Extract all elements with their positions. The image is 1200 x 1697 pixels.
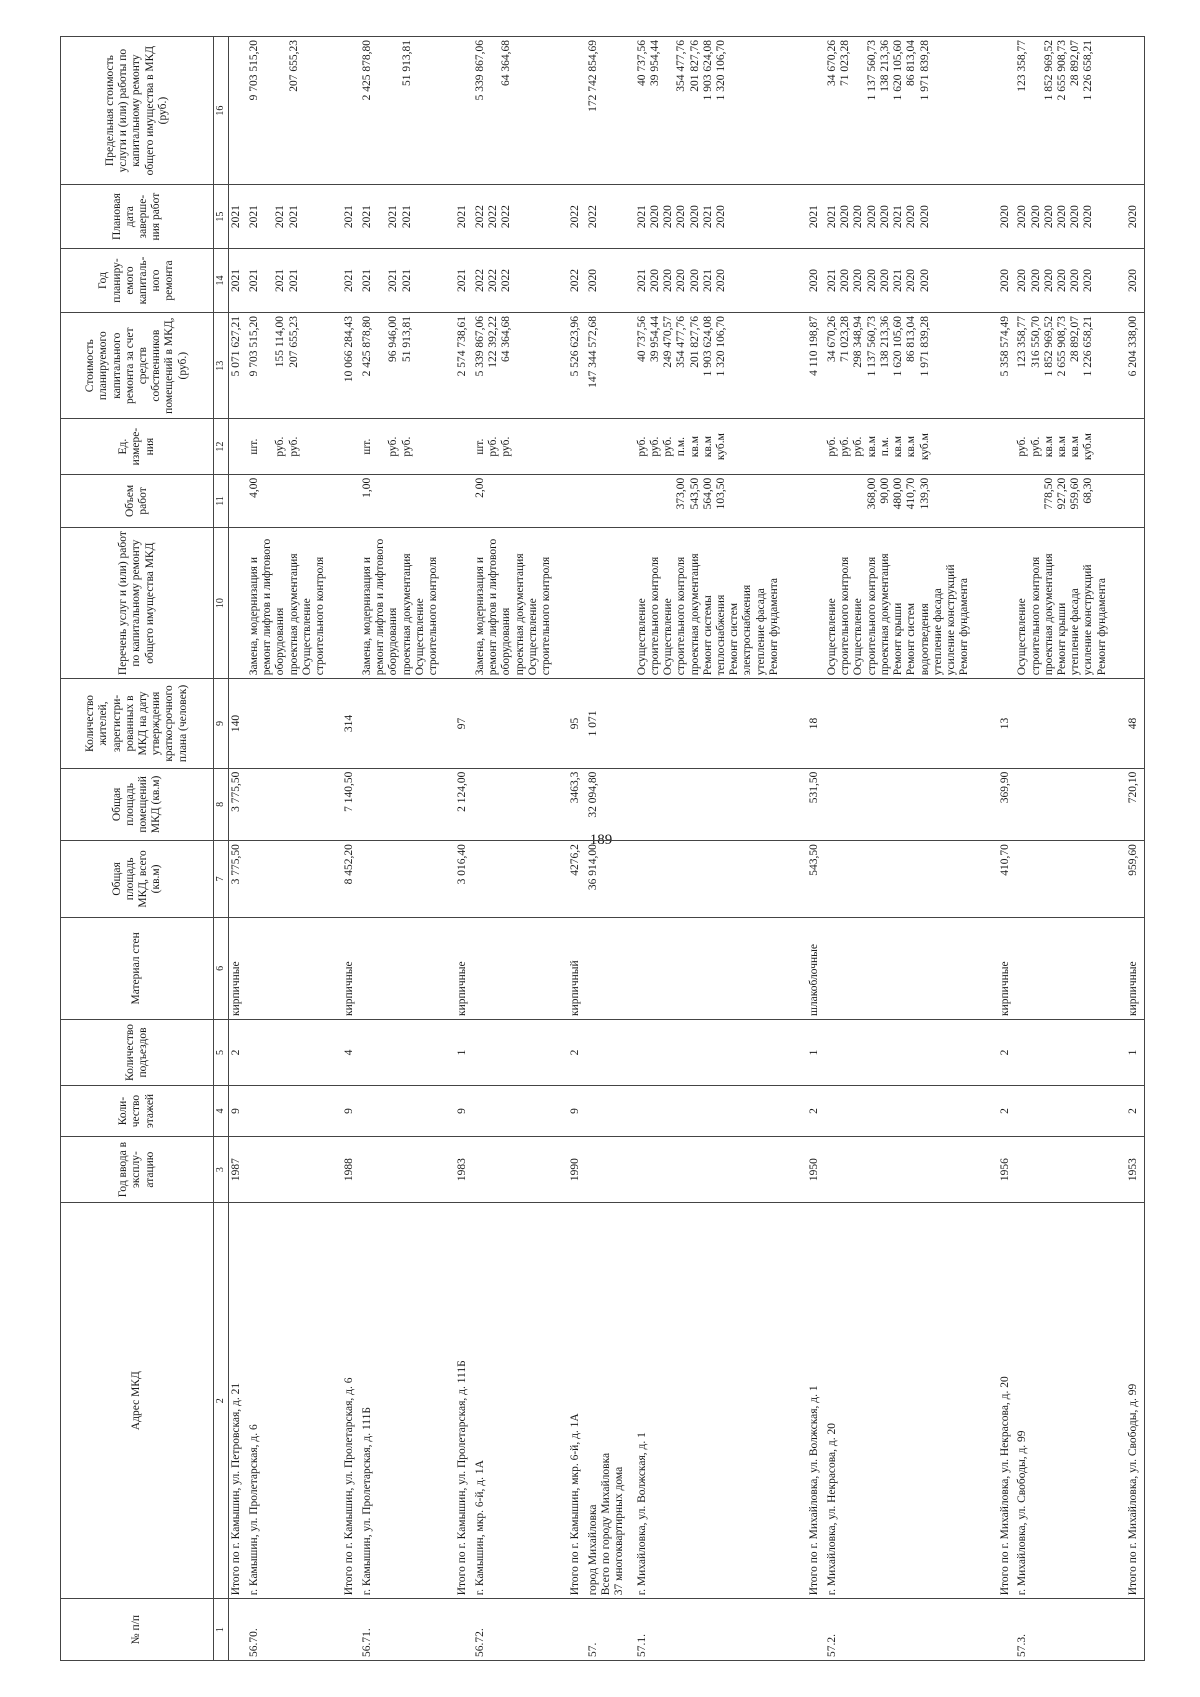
table-cell	[635, 768, 808, 840]
table-cell	[1126, 1599, 1144, 1661]
table-cell: 97	[455, 679, 473, 768]
table-cell: 2021 2021 2021	[247, 249, 342, 313]
table-cell: шт. руб. руб.	[247, 419, 342, 474]
table-cell: 9	[568, 1085, 586, 1136]
table-cell	[1015, 679, 1126, 768]
column-header-5: Количество подъездов	[61, 1019, 214, 1085]
table-cell	[635, 1085, 808, 1136]
table-cell: Итого по г. Камышин, ул. Пролетарская, д. 6	[342, 1203, 360, 1599]
table-cell: 368,00 90,00 480,00 410,70 139,30	[825, 474, 998, 527]
column-header-7: Общая площадь МКД, всего (кв.м)	[61, 841, 214, 918]
table-cell	[568, 37, 586, 185]
table-cell: 2 574 738,61	[455, 312, 473, 418]
table-cell: г. Михайловка, ул. Некрасова, д. 20	[825, 1203, 998, 1599]
table-cell: 123 358,77 316 550,70 1 852 969,52 2 655 908,73 28 892,07 1 226 658,21	[1015, 312, 1126, 418]
table-cell	[473, 1137, 568, 1203]
table-cell: 2 124,00	[455, 768, 473, 840]
table-cell: 2	[1126, 1085, 1144, 1136]
table-cell	[586, 1019, 635, 1085]
column-header-12: Ед. измере-ния	[61, 419, 214, 474]
table-cell: 56.72.	[473, 1599, 568, 1661]
table-cell: 6 204 338,00	[1126, 312, 1144, 418]
page-number: 189	[589, 832, 613, 848]
table-cell: 1988	[342, 1137, 360, 1203]
column-header-9: Количество жителей, зарегистри-рованных в МКД на дату утверждения краткосрочного плана (человек)	[61, 679, 214, 768]
table-cell: 1983	[455, 1137, 473, 1203]
table-cell: 40 737,56 39 954,44 249 470,57 354 477,76 201 827,76 1 903 624,08 1 320 106,70	[635, 312, 808, 418]
table-cell: Замена, модернизация и ремонт лифтов и лифтового оборудования проектная документация Осуществление строительного контроля	[473, 528, 568, 679]
column-header-16: Предельная стоимость услуги и (или) работы по капитальному ремонту общего имущества в МКД (руб.)	[61, 37, 214, 185]
table-row	[568, 37, 586, 1661]
table-cell	[360, 917, 455, 1019]
table-cell: 1 071	[586, 679, 635, 768]
table-cell: 2	[229, 1019, 247, 1085]
table-cell: 1956	[998, 1137, 1016, 1203]
table-cell: 2022	[568, 185, 586, 249]
table-cell	[1126, 528, 1144, 679]
column-header-14: Год планиру-емого капиталь-ного ремонта	[61, 249, 214, 313]
table-cell: 2022 2022 2022	[473, 249, 568, 313]
table-row	[998, 37, 1016, 1661]
rotated-register-table	[60, 36, 1145, 1661]
table-cell	[342, 1599, 360, 1661]
table-cell	[586, 917, 635, 1019]
column-header-15: Плановая дата заверше-ния работ	[61, 185, 214, 249]
table-row	[247, 37, 342, 1661]
table-cell	[586, 1085, 635, 1136]
table-cell: 9 703 515,20 207 655,23	[247, 37, 342, 185]
table-cell: 8 452,20	[342, 841, 360, 918]
table-cell	[360, 768, 455, 840]
column-number: 1	[214, 1599, 229, 1661]
table-cell: 959,60	[1126, 841, 1144, 918]
table-cell: 1953	[1126, 1137, 1144, 1203]
table-cell	[998, 528, 1016, 679]
table-cell: 3 016,40	[455, 841, 473, 918]
column-header-1: № п/п	[61, 1599, 214, 1661]
table-cell: 18	[807, 679, 825, 768]
column-number: 12	[214, 419, 229, 474]
column-header-6: Материал стен	[61, 917, 214, 1019]
column-number: 7	[214, 841, 229, 918]
table-cell: 2020	[998, 249, 1016, 313]
table-cell: 3 775,50	[229, 768, 247, 840]
table-cell: 1,00	[360, 474, 455, 527]
table-cell: 140	[229, 679, 247, 768]
table-cell: г. Михайловка, ул. Свободы, д. 99	[1015, 1203, 1126, 1599]
table-cell: 123 358,77 1 852 969,52 2 655 908,73 28 892,07 1 226 658,21	[1015, 37, 1126, 185]
table-cell	[586, 1137, 635, 1203]
table-row	[1126, 37, 1144, 1661]
table-cell: 57.	[586, 1599, 635, 1661]
table-cell	[229, 474, 247, 527]
table-cell	[807, 37, 825, 185]
table-cell: г. Михайловка, ул. Волжская, д. 1	[635, 1203, 808, 1599]
table-cell: Замена, модернизация и ремонт лифтов и лифтового оборудования проектная документация Осуществление строительного контроля	[247, 528, 342, 679]
table-cell: кирпичные	[1126, 917, 1144, 1019]
column-number-row	[214, 37, 229, 1661]
table-cell: 56.70.	[247, 1599, 342, 1661]
table-cell: г. Камышин, мкр. 6-й, д. 1А	[473, 1203, 568, 1599]
table-cell	[568, 528, 586, 679]
table-cell	[229, 1599, 247, 1661]
table-cell	[455, 528, 473, 679]
table-cell: 3 775,50	[229, 841, 247, 918]
column-header-11: Объем работ	[61, 474, 214, 527]
table-cell: кирпичные	[998, 917, 1016, 1019]
table-cell	[1015, 841, 1126, 918]
table-cell	[473, 679, 568, 768]
table-cell: 1950	[807, 1137, 825, 1203]
table-cell	[635, 841, 808, 918]
column-number: 10	[214, 528, 229, 679]
table-cell: 2021 2020 2020 2020 2020 2021 2020 2020	[825, 249, 998, 313]
table-cell	[473, 768, 568, 840]
table-cell	[1015, 1137, 1126, 1203]
table-cell	[568, 419, 586, 474]
table-cell: 2021 2020 2020 2020 2020 2021 2020 2020	[825, 185, 998, 249]
table-cell: руб. руб. кв.м кв.м кв.м куб.м	[1015, 419, 1126, 474]
table-cell	[247, 917, 342, 1019]
table-cell	[473, 917, 568, 1019]
table-cell: 410,70	[998, 841, 1016, 918]
table-cell	[825, 1137, 998, 1203]
table-cell: Замена, модернизация и ремонт лифтов и лифтового оборудования проектная документация Осуществление строительного контроля	[360, 528, 455, 679]
table-cell: кирпичные	[229, 917, 247, 1019]
table-cell: 778,50 927,20 959,60 68,30	[1015, 474, 1126, 527]
table-cell: 369,90	[998, 768, 1016, 840]
table-cell: 2020 2020 2020 2020 2020 2020	[1015, 249, 1126, 313]
column-header-3: Год ввода в эксплу-атацию	[61, 1137, 214, 1203]
table-cell	[342, 528, 360, 679]
table-cell	[229, 528, 247, 679]
table-cell	[1015, 1019, 1126, 1085]
column-number: 16	[214, 37, 229, 185]
table-cell: 2021	[807, 185, 825, 249]
table-cell: 13	[998, 679, 1016, 768]
table-cell	[825, 1019, 998, 1085]
capital-repair-table	[60, 36, 1145, 1661]
table-cell: 2021	[342, 185, 360, 249]
table-row	[825, 37, 998, 1661]
table-row	[635, 37, 808, 1661]
table-cell: Итого по г. Камышин, ул. Петровская, д. 21	[229, 1203, 247, 1599]
table-cell: 36 914,00	[586, 841, 635, 918]
table-cell: 5 071 627,21	[229, 312, 247, 418]
table-cell: 95	[568, 679, 586, 768]
table-cell: 531,50	[807, 768, 825, 840]
table-cell: 147 344 572,68	[586, 312, 635, 418]
column-number: 6	[214, 917, 229, 1019]
table-cell	[247, 1137, 342, 1203]
table-cell: Итого по г. Камышин, ул. Пролетарская, д. 111Б	[455, 1203, 473, 1599]
table-cell: руб. руб. руб. п.м. кв.м кв.м куб.м	[635, 419, 808, 474]
table-cell	[1126, 37, 1144, 185]
table-cell	[825, 1085, 998, 1136]
table-cell: 57.1.	[635, 1599, 808, 1661]
table-cell: 1990	[568, 1137, 586, 1203]
table-cell	[1015, 768, 1126, 840]
table-cell: шт. руб. руб.	[473, 419, 568, 474]
table-cell	[342, 419, 360, 474]
table-cell: 2	[998, 1085, 1016, 1136]
table-cell: 373,00 543,50 564,00 103,50	[635, 474, 808, 527]
table-cell: 48	[1126, 679, 1144, 768]
table-cell: 2021	[229, 185, 247, 249]
column-number: 4	[214, 1085, 229, 1136]
table-cell: 34 670,26 71 023,28 298 348,94 1 137 560,73 138 213,36 1 620 105,60 86 813,04 1 971 839,28	[825, 312, 998, 418]
table-cell: 5 358 574,49	[998, 312, 1016, 418]
table-cell: город Михайловка Всего по городу Михайловка 37 многоквартирных дома	[586, 1203, 635, 1599]
table-cell	[1015, 917, 1126, 1019]
column-number: 14	[214, 249, 229, 313]
table-cell: 10 066 284,43	[342, 312, 360, 418]
column-number: 13	[214, 312, 229, 418]
table-cell	[586, 528, 635, 679]
table-cell	[825, 917, 998, 1019]
table-cell	[825, 679, 998, 768]
table-cell	[998, 419, 1016, 474]
column-header-13: Стоимость планируемого капитального ремонта за счет средств собственников помещений в МКД, (руб.)	[61, 312, 214, 418]
table-cell: 2	[568, 1019, 586, 1085]
table-cell	[342, 37, 360, 185]
table-cell: 2021	[455, 249, 473, 313]
table-cell: шт. руб. руб.	[360, 419, 455, 474]
table-cell: 1	[807, 1019, 825, 1085]
table-cell: 2022	[586, 185, 635, 249]
table-cell: 2021 2021 2021	[360, 249, 455, 313]
table-cell: 720,10	[1126, 768, 1144, 840]
table-body	[229, 37, 1145, 1661]
table-cell	[568, 474, 586, 527]
table-cell: г. Камышин, ул. Пролетарская, д. 111Б	[360, 1203, 455, 1599]
table-cell	[455, 37, 473, 185]
table-cell: 4	[342, 1019, 360, 1085]
table-cell: 1987	[229, 1137, 247, 1203]
table-cell	[635, 679, 808, 768]
table-cell: 2 425 878,80 51 913,81	[360, 37, 455, 185]
table-cell: 2020	[998, 185, 1016, 249]
table-cell: 3463,3	[568, 768, 586, 840]
table-cell: 32 094,80	[586, 768, 635, 840]
table-cell: Осуществление строительного контроля проектная документация Ремонт крыши утепление фасада усиление конструкций Ремонт фундамента	[1015, 528, 1126, 679]
table-cell: Осуществление строительного контроля Осуществление строительного контроля проектная документация Ремонт системы теплоснабжения Ремонт систем электроснабжения утепление фасада Ремонт фундамента	[635, 528, 808, 679]
table-row	[1015, 37, 1126, 1661]
table-cell	[360, 1085, 455, 1136]
table-cell: 543,50	[807, 841, 825, 918]
column-number: 8	[214, 768, 229, 840]
column-header-4: Коли-чество этажей	[61, 1085, 214, 1136]
table-cell: кирпичные	[455, 917, 473, 1019]
table-cell	[825, 841, 998, 918]
table-cell	[247, 768, 342, 840]
table-cell	[247, 1019, 342, 1085]
table-cell: кирпичные	[342, 917, 360, 1019]
column-header-10: Перечень услуг и (или) работ по капитальному ремонту общего имущества МКД	[61, 528, 214, 679]
table-cell	[998, 1599, 1016, 1661]
table-cell: Осуществление строительного контроля Осуществление строительного контроля проектная документация Ремонт крыши Ремонт систем водоотведения утепление фасада усиление конструкций Ремонт фундамента	[825, 528, 998, 679]
table-cell	[825, 768, 998, 840]
table-cell	[807, 474, 825, 527]
table-cell: 2021	[229, 249, 247, 313]
table-cell: 2	[807, 1085, 825, 1136]
table-cell: 5 526 623,96	[568, 312, 586, 418]
table-cell: 56.71.	[360, 1599, 455, 1661]
table-cell: 40 737,56 39 954,44 354 477,76 201 827,76 1 903 624,08 1 320 106,70	[635, 37, 808, 185]
table-cell: 9	[342, 1085, 360, 1136]
table-cell: 2020	[1126, 185, 1144, 249]
table-cell: 2020	[807, 249, 825, 313]
table-cell	[568, 1599, 586, 1661]
table-cell: 2020	[1126, 249, 1144, 313]
table-cell: 34 670,26 71 023,28 1 137 560,73 138 213,36 1 620 105,60 86 813,04 1 971 839,28	[825, 37, 998, 185]
table-cell	[998, 474, 1016, 527]
table-cell	[635, 1137, 808, 1203]
table-row	[473, 37, 568, 1661]
table-cell: 1	[1126, 1019, 1144, 1085]
table-cell	[455, 419, 473, 474]
column-number: 5	[214, 1019, 229, 1085]
table-row	[342, 37, 360, 1661]
table-cell: 2021 2020 2020 2020 2020 2021 2020	[635, 185, 808, 249]
table-cell	[635, 917, 808, 1019]
table-cell	[807, 1599, 825, 1661]
table-cell	[229, 37, 247, 185]
table-cell: 2021	[455, 185, 473, 249]
table-cell: 5 339 867,06 122 392,22 64 364,68	[473, 312, 568, 418]
table-cell: 2020 2020 2020 2020 2020 2020	[1015, 185, 1126, 249]
table-cell	[247, 679, 342, 768]
table-cell	[360, 1137, 455, 1203]
table-cell	[473, 1085, 568, 1136]
table-cell: 57.2.	[825, 1599, 998, 1661]
table-cell	[473, 1019, 568, 1085]
table-cell: 57.3.	[1015, 1599, 1126, 1661]
table-cell	[455, 474, 473, 527]
table-cell: Итого по г. Михайловка, ул. Волжская, д. 1	[807, 1203, 825, 1599]
table-cell	[1015, 1085, 1126, 1136]
table-cell: 2021 2021 2021	[360, 185, 455, 249]
table-cell: 4276,2	[568, 841, 586, 918]
column-number: 2	[214, 1203, 229, 1599]
header-row	[61, 37, 214, 1661]
column-number: 15	[214, 185, 229, 249]
table-cell: г. Камышин, ул. Пролетарская, д. 6	[247, 1203, 342, 1599]
table-cell: кирпичный	[568, 917, 586, 1019]
table-row	[455, 37, 473, 1661]
table-cell: 172 742 854,69	[586, 37, 635, 185]
column-header-2: Адрес МКД	[61, 1203, 214, 1599]
table-cell: шлакоблочные	[807, 917, 825, 1019]
table-row	[360, 37, 455, 1661]
table-cell: 2022	[568, 249, 586, 313]
table-cell: 2021 2020 2020 2020 2020 2021 2020	[635, 249, 808, 313]
table-cell	[635, 1019, 808, 1085]
table-cell: 9	[229, 1085, 247, 1136]
table-cell	[1126, 474, 1144, 527]
table-cell	[1126, 419, 1144, 474]
column-number: 3	[214, 1137, 229, 1203]
table-cell	[342, 474, 360, 527]
table-cell	[455, 1599, 473, 1661]
table-cell	[807, 419, 825, 474]
column-header-8: Общая площадь помещений МКД (кв.м)	[61, 768, 214, 840]
table-row	[229, 37, 247, 1661]
column-number: 9	[214, 679, 229, 768]
table-cell: Итого по г. Михайловка, ул. Некрасова, д. 20	[998, 1203, 1016, 1599]
table-row	[807, 37, 825, 1661]
table-cell	[360, 841, 455, 918]
table-cell: 4,00	[247, 474, 342, 527]
table-cell: 2 425 878,80 96 946,00 51 913,81	[360, 312, 455, 418]
table-cell	[586, 419, 635, 474]
table-cell	[229, 419, 247, 474]
table-cell	[998, 37, 1016, 185]
table-cell: 314	[342, 679, 360, 768]
table-cell: руб. руб. руб. кв.м п.м. кв.м кв.м куб.м	[825, 419, 998, 474]
table-cell: 2,00	[473, 474, 568, 527]
table-cell: 2022 2022 2022	[473, 185, 568, 249]
table-cell	[586, 474, 635, 527]
table-row	[586, 37, 635, 1661]
table-cell	[247, 841, 342, 918]
table-cell: 5 339 867,06 64 364,68	[473, 37, 568, 185]
table-cell: 9 703 515,20 155 114,00 207 655,23	[247, 312, 342, 418]
table-cell	[473, 841, 568, 918]
column-number: 11	[214, 474, 229, 527]
table-cell: 2	[998, 1019, 1016, 1085]
table-cell: 2020	[586, 249, 635, 313]
table-cell: 4 110 198,87	[807, 312, 825, 418]
table-cell: 7 140,50	[342, 768, 360, 840]
table-cell: 9	[455, 1085, 473, 1136]
table-cell: 1	[455, 1019, 473, 1085]
table-cell: 2021	[342, 249, 360, 313]
table-cell	[360, 679, 455, 768]
table-cell: Итого по г. Камышин, мкр. 6-й, д. 1А	[568, 1203, 586, 1599]
table-cell	[807, 528, 825, 679]
table-cell: Итого по г. Михайловка, ул. Свободы, д. 99	[1126, 1203, 1144, 1599]
table-cell	[360, 1019, 455, 1085]
table-cell	[247, 1085, 342, 1136]
table-cell: 2021 2021 2021	[247, 185, 342, 249]
